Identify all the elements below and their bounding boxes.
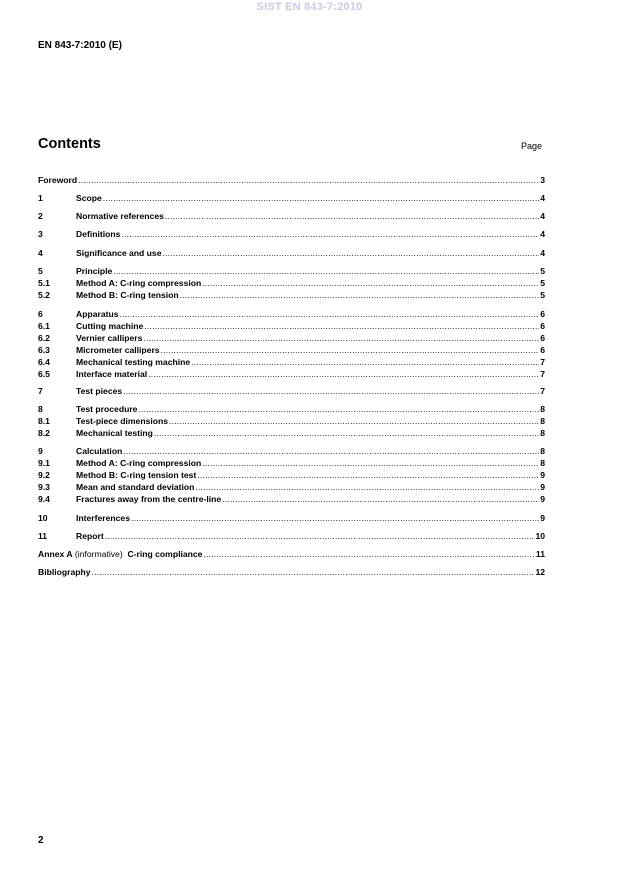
toc-title: Scope — [76, 193, 102, 203]
toc-entry-7[interactable] — [38, 386, 545, 397]
toc-entry-2[interactable] — [38, 211, 545, 222]
leader-dots — [78, 175, 539, 186]
toc-number: 6 — [38, 309, 43, 319]
toc-page: 6 — [540, 333, 545, 343]
toc-title: Mechanical testing — [76, 428, 153, 438]
annex-title: C-ring compliance — [122, 549, 203, 559]
leader-dots — [144, 321, 539, 332]
page-column-label: Page — [521, 141, 543, 151]
leader-dots — [203, 549, 534, 560]
toc-page: 4 — [540, 229, 545, 239]
leader-dots — [202, 278, 539, 289]
leader-dots — [162, 248, 539, 259]
toc-number: 9.2 — [38, 470, 50, 480]
toc-page: 4 — [540, 248, 545, 258]
page-number: 2 — [38, 835, 44, 846]
toc-title: Report — [76, 531, 104, 541]
toc-title: Foreword — [38, 175, 78, 185]
toc-title: Method A: C-ring compression — [76, 458, 202, 468]
leader-dots — [113, 266, 539, 277]
toc-entry-11[interactable] — [38, 531, 545, 542]
toc-page: 5 — [540, 278, 545, 288]
toc-page: 6 — [540, 309, 545, 319]
toc-page: 4 — [540, 211, 545, 221]
toc-entry-9-3[interactable] — [38, 482, 545, 493]
toc-entry-4[interactable] — [38, 248, 545, 259]
toc-number: 8 — [38, 404, 43, 414]
leader-dots — [161, 345, 540, 356]
toc-number: 5.2 — [38, 290, 50, 300]
toc-annex — [38, 549, 202, 560]
toc-number: 3 — [38, 229, 43, 239]
toc-entry-bibliography[interactable] — [38, 567, 545, 578]
contents-title: Contents — [38, 136, 101, 152]
toc-title: Method B: C-ring tension — [76, 290, 179, 300]
toc-entry-5-2[interactable] — [38, 290, 545, 301]
leader-dots — [191, 357, 539, 368]
toc-title: Vernier callipers — [76, 333, 143, 343]
toc-entry-5-1[interactable] — [38, 278, 545, 289]
toc-page: 8 — [540, 428, 545, 438]
toc-number: 2 — [38, 211, 43, 221]
leader-dots — [92, 567, 535, 578]
leader-dots — [169, 416, 539, 427]
toc-page: 4 — [540, 193, 545, 203]
leader-dots — [222, 494, 539, 505]
toc-title: Cutting machine — [76, 321, 144, 331]
toc-entry-6-2[interactable] — [38, 333, 545, 344]
toc-title: Mean and standard deviation — [76, 482, 195, 492]
toc-entry-9-2[interactable] — [38, 470, 545, 481]
toc-title: Normative references — [76, 211, 164, 221]
annex-label: Annex A — [38, 549, 73, 559]
toc-page: 8 — [540, 404, 545, 414]
toc-title: Test pieces — [76, 386, 123, 396]
leader-dots — [121, 229, 539, 240]
toc-page: 7 — [540, 369, 545, 379]
toc-number: 6.2 — [38, 333, 50, 343]
toc-page: 5 — [540, 290, 545, 300]
toc-number: 6.3 — [38, 345, 50, 355]
toc-entry-8-2[interactable] — [38, 428, 545, 439]
toc-title: Method B: C-ring tension test — [76, 470, 197, 480]
toc-entry-1[interactable] — [38, 193, 545, 204]
leader-dots — [131, 513, 539, 524]
leader-dots — [154, 428, 539, 439]
toc-number: 1 — [38, 193, 43, 203]
leader-dots — [138, 404, 539, 415]
toc-number: 9.1 — [38, 458, 50, 468]
toc-page: 8 — [540, 416, 545, 426]
toc-page: 8 — [540, 446, 545, 456]
toc-page: 9 — [540, 494, 545, 504]
toc-entry-6[interactable] — [38, 309, 545, 320]
toc-entry-6-1[interactable] — [38, 321, 545, 332]
leader-dots — [195, 482, 539, 493]
toc-number: 6.1 — [38, 321, 50, 331]
toc-page: 9 — [540, 470, 545, 480]
toc-number: 8.1 — [38, 416, 50, 426]
leader-dots — [103, 193, 539, 204]
toc-page: 6 — [540, 321, 545, 331]
watermark: SIST EN 843-7:2010 — [256, 1, 363, 13]
toc-number: 9.3 — [38, 482, 50, 492]
toc-title: Definitions — [76, 229, 121, 239]
toc-entry-8[interactable] — [38, 404, 545, 415]
toc-entry-8-1[interactable] — [38, 416, 545, 427]
leader-dots — [180, 290, 540, 301]
toc-page: 9 — [540, 513, 545, 523]
leader-dots — [165, 211, 539, 222]
toc-entry-3[interactable] — [38, 229, 545, 240]
toc-entry-10[interactable] — [38, 513, 545, 524]
toc-page: 7 — [540, 357, 545, 367]
leader-dots — [197, 470, 539, 481]
toc-entry-annex-a[interactable] — [38, 549, 545, 560]
toc-number: 4 — [38, 248, 43, 258]
leader-dots — [143, 333, 539, 344]
toc-number: 5 — [38, 266, 43, 276]
toc-title: Significance and use — [76, 248, 162, 258]
toc-entry-6-4[interactable] — [38, 357, 545, 368]
toc-page: 12 — [535, 567, 545, 577]
toc-title: Fractures away from the centre-line — [76, 494, 222, 504]
toc-number: 5.1 — [38, 278, 50, 288]
toc-page: 5 — [540, 266, 545, 276]
toc-page: 11 — [535, 549, 545, 559]
toc-number: 6.5 — [38, 369, 50, 379]
toc-page: 9 — [540, 482, 545, 492]
toc-entry-5[interactable] — [38, 266, 545, 277]
toc-page: 8 — [540, 458, 545, 468]
toc-number: 9 — [38, 446, 43, 456]
toc-title: Calculation — [76, 446, 123, 456]
toc-entry-9[interactable] — [38, 446, 545, 457]
toc-title: Micrometer callipers — [76, 345, 160, 355]
leader-dots — [148, 369, 539, 380]
toc-title: Test-piece dimensions — [76, 416, 169, 426]
toc-entry-6-3[interactable] — [38, 345, 545, 356]
toc-number: 8.2 — [38, 428, 50, 438]
toc-entry-9-4[interactable] — [38, 494, 545, 505]
annex-informative: (informative) — [72, 549, 123, 559]
toc-title: Interferences — [76, 513, 130, 523]
toc-number: 9.4 — [38, 494, 50, 504]
leader-dots — [120, 309, 540, 320]
toc-page: 7 — [540, 386, 545, 396]
toc-title: Apparatus — [76, 309, 119, 319]
toc-number: 6.4 — [38, 357, 50, 367]
toc-page: 10 — [535, 531, 545, 541]
toc-title: Interface material — [76, 369, 148, 379]
toc-title: Mechanical testing machine — [76, 357, 191, 367]
toc-page: 3 — [540, 175, 545, 185]
leader-dots — [105, 531, 535, 542]
toc-number: 7 — [38, 386, 43, 396]
leader-dots — [123, 386, 539, 397]
toc-entry-6-5[interactable] — [38, 369, 545, 380]
toc-title: Bibliography — [38, 567, 91, 577]
toc-entry-9-1[interactable] — [38, 458, 545, 469]
toc-entry-foreword[interactable] — [38, 175, 545, 186]
document-id: EN 843-7:2010 (E) — [38, 40, 122, 51]
toc-page: 6 — [540, 345, 545, 355]
toc-title: Method A: C-ring compression — [76, 278, 202, 288]
toc-number: 10 — [38, 513, 48, 523]
toc-title: Principle — [76, 266, 113, 276]
leader-dots — [202, 458, 539, 469]
leader-dots — [123, 446, 539, 457]
toc-number: 11 — [38, 531, 48, 541]
toc-title: Test procedure — [76, 404, 138, 414]
